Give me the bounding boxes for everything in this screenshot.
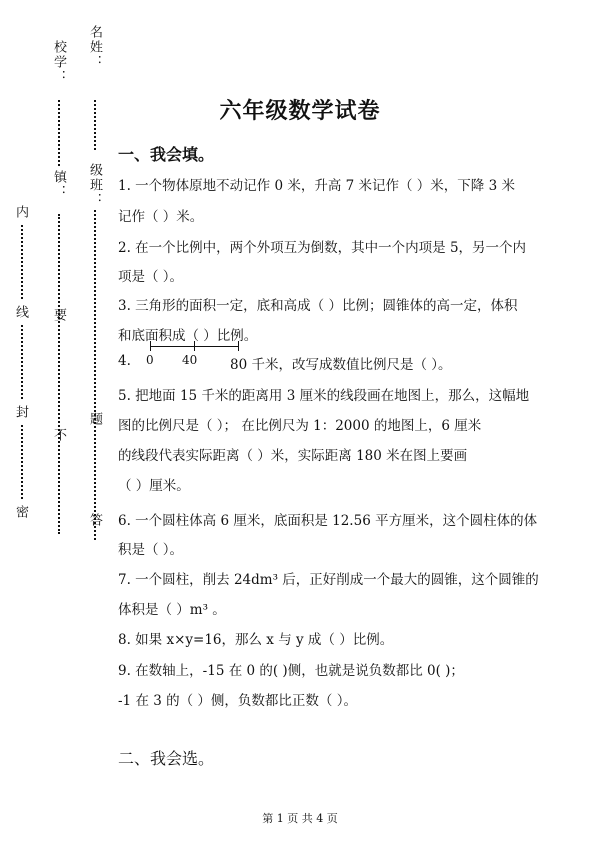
seal-dotted-line-1: [21, 225, 23, 299]
q9-line2: -1 在 3 的（ ）侧，负数都比正数（ ）。: [118, 693, 357, 709]
school-label: 校学：: [51, 40, 66, 85]
no-answer-char-bu: 不: [51, 428, 66, 443]
q5-line4: （ ）厘米。: [118, 478, 190, 494]
no-answer-char-yao: 要: [51, 308, 66, 323]
seal-dotted-line-2: [21, 325, 23, 399]
q5-line1: 5. 把地面 15 千米的距离用 3 厘米的线段画在地图上，那么，这幅地: [118, 388, 530, 404]
q4-number: 4.: [118, 353, 131, 369]
line-scale: [146, 341, 242, 367]
class-blank-line: [94, 210, 96, 540]
answer-char-da: 答: [87, 513, 102, 528]
scale-label-40: 40: [182, 353, 198, 367]
scale-label-0: 0: [146, 353, 154, 367]
q1-line1: 1. 一个物体原地不动记作 0 米，升高 7 米记作（ ）米，下降 3 米: [118, 178, 515, 194]
page-title: 六年级数学试卷: [219, 99, 381, 124]
q5-line3: 的线段代表实际距离（ ）米，实际距离 180 米在图上要画: [118, 448, 468, 464]
town-label: 镇：: [51, 170, 66, 200]
q6-line1: 6. 一个圆柱体高 6 厘米，底面积是 12.56 平方厘米，这个圆柱体的体: [118, 513, 538, 529]
seal-char-mi: 密: [13, 505, 28, 520]
class-label: 级班：: [87, 163, 102, 208]
q6-line2: 积是（ ）。: [118, 542, 184, 558]
seal-char-feng: 封: [13, 405, 28, 420]
q3-line2: 和底面积成（ ）比例。: [118, 328, 258, 344]
seal-dotted-line-3: [21, 425, 23, 499]
q7-line1: 7. 一个圆柱，削去 24dm³ 后，正好削成一个最大的圆锥，这个圆锥的: [118, 572, 539, 588]
q3-line1: 3. 三角形的面积一定，底和高成（ ）比例；圆锥体的高一定，体积: [118, 298, 518, 314]
seal-char-xian: 线: [13, 305, 28, 320]
page-footer: 第 1 页 共 4 页: [262, 812, 338, 825]
q5-line2: 图的比例尺是（ ）； 在比例尺为 1：2000 的地图上，6 厘米: [118, 418, 482, 434]
q2-line1: 2. 在一个比例中，两个外项互为倒数，其中一个内项是 5，另一个内: [118, 240, 527, 256]
q7-line2: 体积是（ ）m³ 。: [118, 602, 226, 618]
q8-line: 8. 如果 x×y=16，那么 x 与 y 成（ ）比例。: [118, 632, 394, 648]
q1-line2: 记作（ ）米。: [118, 209, 204, 225]
name-label: 名姓：: [87, 25, 102, 70]
scale-tick-0: [150, 341, 151, 351]
scale-tick-40: [194, 341, 195, 351]
section2-heading: 二、我会选。: [118, 749, 215, 768]
q9-line1: 9. 在数轴上，-15 在 0 的( )侧，也就是说负数都比 0( )；: [118, 663, 464, 679]
scale-tick-80: [238, 341, 239, 351]
q2-line2: 项是（ ）。: [118, 269, 184, 285]
town-blank-line: [58, 214, 60, 534]
seal-char-nei: 内: [13, 205, 28, 220]
answer-char-ti: 题: [87, 412, 102, 427]
q4-text: 80 千米，改写成数值比例尺是（ ）。: [230, 357, 452, 373]
section1-heading: 一、我会填。: [118, 145, 215, 164]
